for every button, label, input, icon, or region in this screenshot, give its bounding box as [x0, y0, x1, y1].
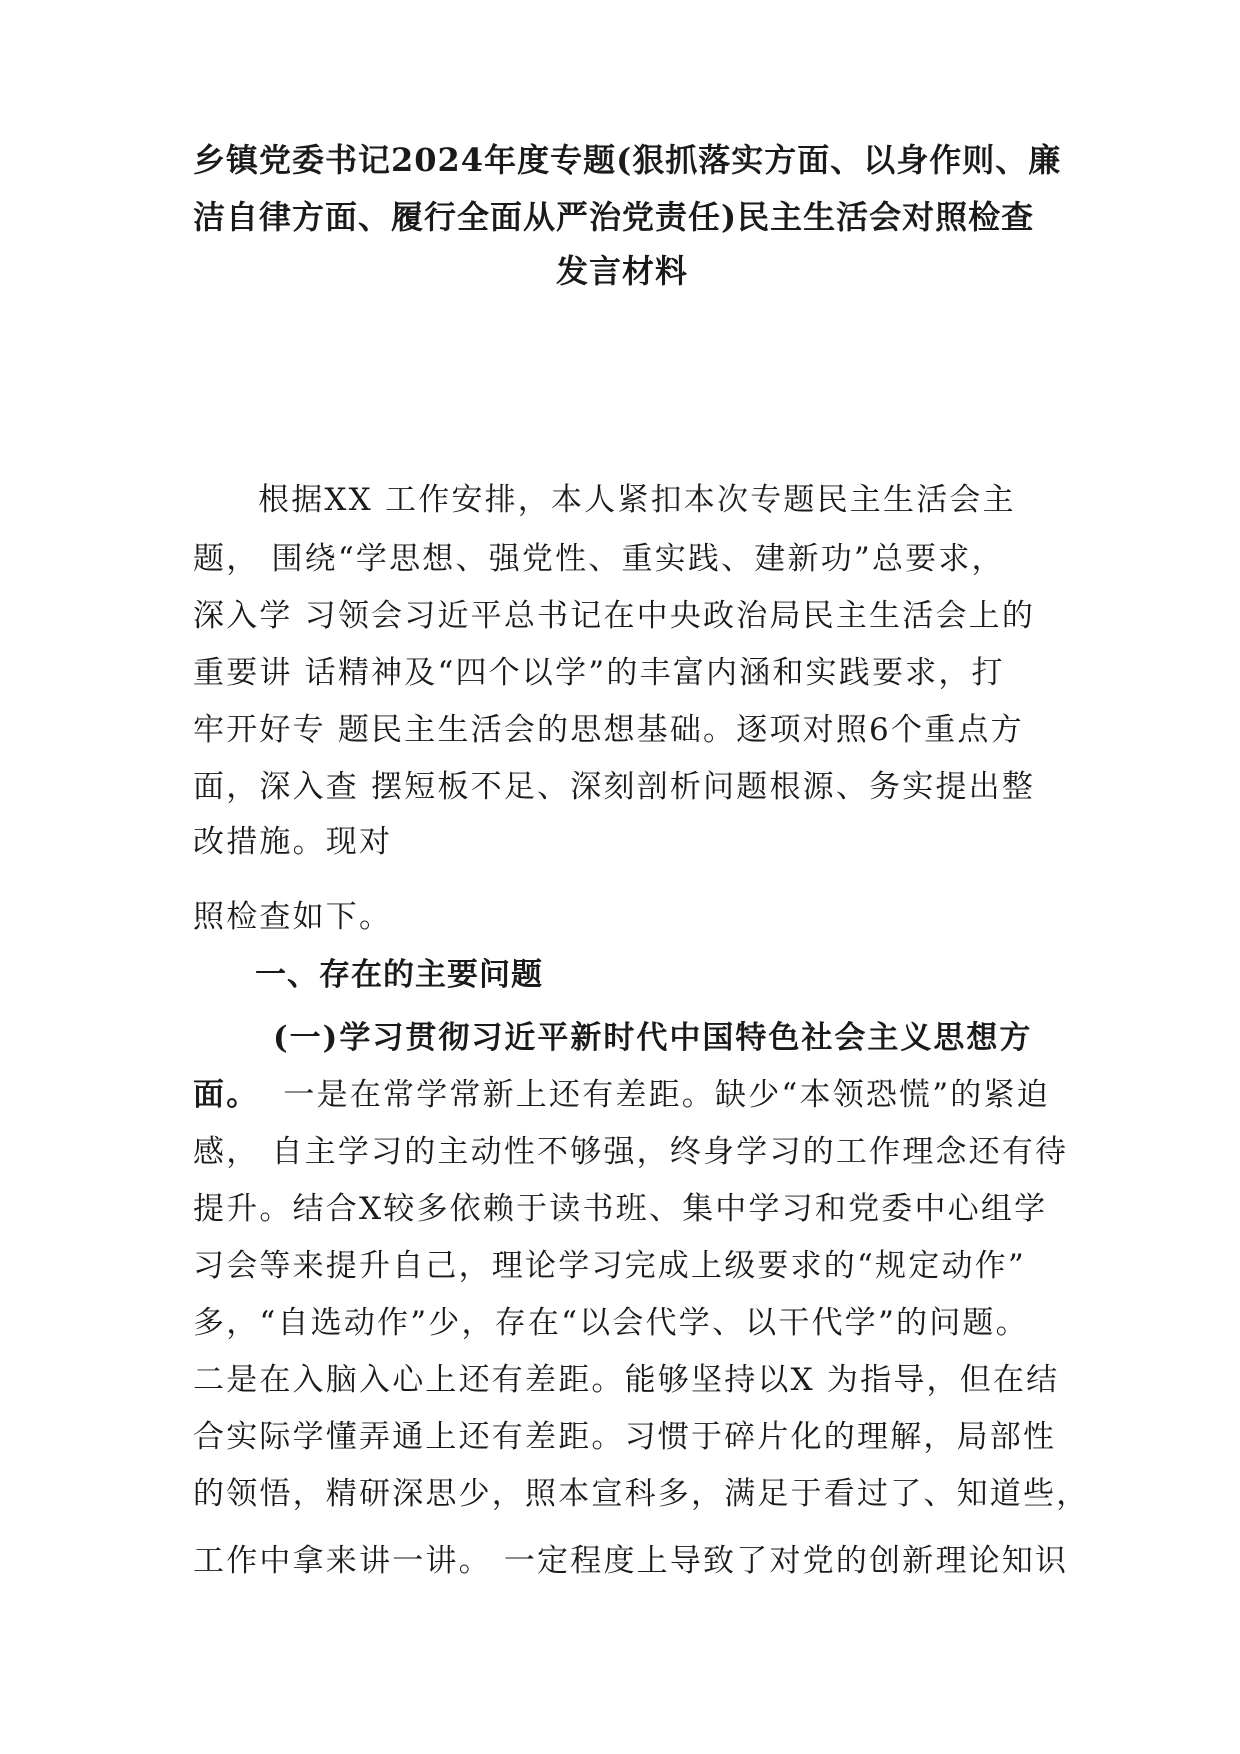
section-heading: 一、存在的主要问题: [255, 957, 543, 993]
intro-line-8: 照检查如下。: [193, 899, 393, 935]
subsection-heading-tail: 面。: [193, 1077, 260, 1113]
document-title-line-1: 乡镇党委书记2024年度专题(狠抓落实方面、以身作则、廉: [193, 141, 1062, 179]
subsection-heading: (一)学习贯彻习近平新时代中国特色社会主义思想方: [273, 1020, 1033, 1056]
document-title-line-2: 洁自律方面、履行全面从严治党责任)民主生活会对照检查: [193, 198, 1035, 236]
body-line-8: 的领悟，精研深思少，照本宣科多，满足于看过了、知道些，: [193, 1476, 1090, 1512]
intro-line-5: 牢开好专 题民主生活会的思想基础。逐项对照6个重点方: [193, 712, 1024, 748]
body-line-9: 工作中拿来讲一讲。 一定程度上导致了对党的创新理论知识: [193, 1543, 1069, 1579]
intro-line-7: 改措施。现对: [193, 824, 393, 860]
intro-line-4: 重要讲 话精神及“四个以学”的丰富内涵和实践要求，打: [193, 655, 1005, 691]
body-line-4: 习会等来提升自己，理论学习完成上级要求的“规定动作”: [193, 1248, 1026, 1284]
body-line-3: 提升。结合X较多依赖于读书班、集中学习和党委中心组学: [193, 1191, 1048, 1227]
intro-line-6: 面，深入查 摆短板不足、深刻剖析问题根源、务实提出整: [193, 769, 1036, 805]
intro-line-1: 根据XX 工作安排，本人紧扣本次专题民主生活会主: [258, 482, 1016, 518]
body-line-2: 感， 自主学习的主动性不够强，终身学习的工作理念还有待: [193, 1134, 1069, 1170]
body-line-1: [193, 1075, 1050, 1115]
intro-line-2: 题， 围绕“学思想、强党性、重实践、建新功”总要求，: [193, 541, 1005, 577]
body-line-7: 合实际学懂弄通上还有差距。习惯于碎片化的理解，局部性: [193, 1419, 1057, 1455]
body-line-6: 二是在入脑入心上还有差距。能够坚持以X 为指导，但在结: [193, 1362, 1060, 1398]
document-title-line-3: 发言材料: [556, 252, 689, 290]
body-line-1-text: 一是在常学常新上还有差距。缺少“本领恐慌”的紧迫: [283, 1077, 1050, 1113]
intro-line-3: 深入学 习领会习近平总书记在中央政治局民主生活会上的: [193, 598, 1036, 634]
body-line-5: 多，“自选动作”少，存在“以会代学、以干代学”的问题。: [193, 1305, 1029, 1341]
